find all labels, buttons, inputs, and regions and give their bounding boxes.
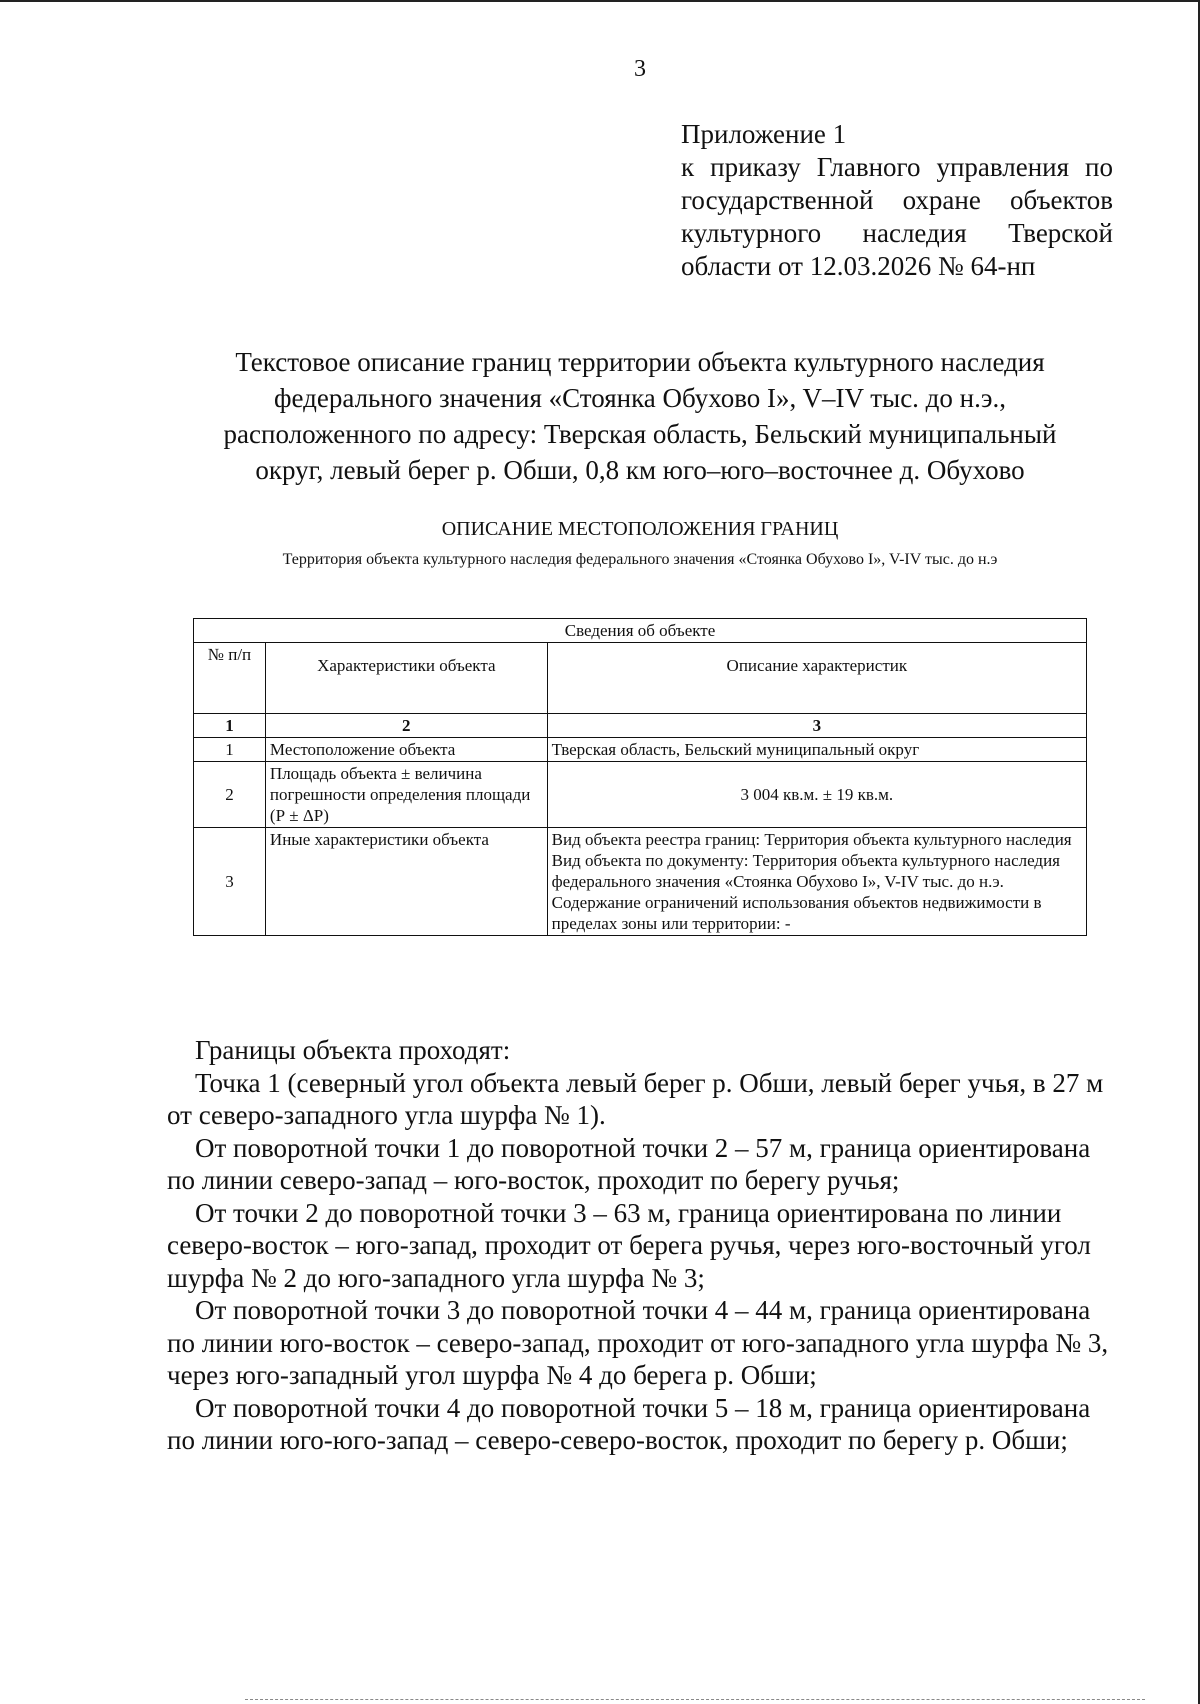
- description-part-1: Вид объекта реестра границ: Территория объекта культурного наследия: [551, 830, 1072, 849]
- section-subheading: Территория объекта культурного наследия федерального значения «Стоянка Обухово I», V-IV тыс. до н.э: [282, 551, 998, 568]
- header-characteristics: Характеристики объекта: [265, 643, 547, 714]
- row-description: 3 004 кв.м. ± 19 кв.м.: [547, 762, 1086, 828]
- column-number-2: 2: [265, 714, 547, 738]
- paragraph-point-1: Точка 1 (северный угол объекта левый берег р. Обши, левый берег учья, в 27 м от северо-западного угла шурфа № 1).: [167, 1067, 1104, 1130]
- page-number: 3: [634, 56, 646, 82]
- row-number: 1: [194, 738, 266, 762]
- appendix-block: [681, 118, 1113, 283]
- row-description: [547, 828, 1086, 936]
- title-line-3: расположенного по адресу: Тверская область, Бельский муниципальный: [223, 419, 1057, 449]
- table-caption: Сведения об объекте: [194, 619, 1087, 643]
- table-row: [194, 828, 1087, 936]
- paragraph-segment-3-4: От поворотной точки 3 до поворотной точки 4 – 44 м, граница ориентирована по линии юго-восток – северо-запад, проходит от юго-западного угла шурфа № 3, через юго-западный угол шурфа № 4 до берега р. Обши;: [167, 1295, 1109, 1390]
- paragraph-segment-2-3: От точки 2 до поворотной точки 3 – 63 м, граница ориентирована по линии северо-восток – юго-запад, проходит от берега ручья, через юго-восточный угол шурфа № 2 до юго-западного угла шурфа № 3;: [167, 1197, 1091, 1293]
- title-line-1: Текстовое описание границ территории объекта культурного наследия: [235, 347, 1045, 377]
- appendix-line-3: государственной охране объектов: [681, 185, 1113, 215]
- section-heading: ОПИСАНИЕ МЕСТОПОЛОЖЕНИЯ ГРАНИЦ: [441, 518, 839, 540]
- table-caption-row: [194, 619, 1087, 643]
- paragraph-segment-4-5: От поворотной точки 4 до поворотной точки 5 – 18 м, граница ориентирована по линии юго-юго-запад – северо-северо-восток, проходит по берегу р. Обши;: [167, 1392, 1091, 1455]
- document-title: [150, 344, 1130, 488]
- title-line-4: округ, левый берег р. Обши, 0,8 км юго–юго–восточнее д. Обухово: [255, 455, 1025, 485]
- description-part-2: Вид объекта по документу: Территория объекта культурного наследия федерального значения «Стоянка Обухово I», V-IV тыс. до н.э.: [551, 851, 1060, 891]
- row-characteristic: Местоположение объекта: [265, 738, 547, 762]
- object-info-table: [193, 618, 1087, 936]
- appendix-line-2: к приказу Главного управления по: [681, 152, 1113, 182]
- row-number: 2: [194, 762, 266, 828]
- column-number-1: 1: [194, 714, 266, 738]
- description-part-3: Содержание ограничений использования объектов недвижимости в пределах зоны или территории: -: [551, 893, 1042, 933]
- table-header-row: [194, 643, 1087, 714]
- row-number: 3: [194, 828, 266, 936]
- title-line-2: федерального значения «Стоянка Обухово I», V–IV тыс. до н.э.,: [274, 383, 1006, 413]
- row-description: Тверская область, Бельский муниципальный округ: [547, 738, 1086, 762]
- header-number: № п/п: [194, 643, 266, 714]
- table-row: [194, 738, 1087, 762]
- appendix-line-5: области от 12.03.2026 № 64-нп: [681, 251, 1036, 281]
- header-description: Описание характеристик: [547, 643, 1086, 714]
- row-characteristic: Площадь объекта ± величина погрешности определения площади (Р ± ΔР): [265, 762, 547, 828]
- row-characteristic: Иные характеристики объекта: [265, 828, 547, 936]
- appendix-line-4: культурного наследия Тверской: [681, 218, 1113, 248]
- page-border-top: [0, 0, 1200, 2]
- paragraph-segment-1-2: От поворотной точки 1 до поворотной точки 2 – 57 м, граница ориентирована по линии северо-запад – юго-восток, проходит по берегу ручья;: [167, 1132, 1091, 1195]
- boundary-description: [167, 1034, 1117, 1457]
- bottom-scan-line: [245, 1699, 1145, 1701]
- appendix-line-1: Приложение 1: [681, 119, 847, 149]
- column-number-row: [194, 714, 1087, 738]
- paragraph-intro: Границы объекта проходят:: [195, 1035, 511, 1065]
- table-row: [194, 762, 1087, 828]
- column-number-3: 3: [547, 714, 1086, 738]
